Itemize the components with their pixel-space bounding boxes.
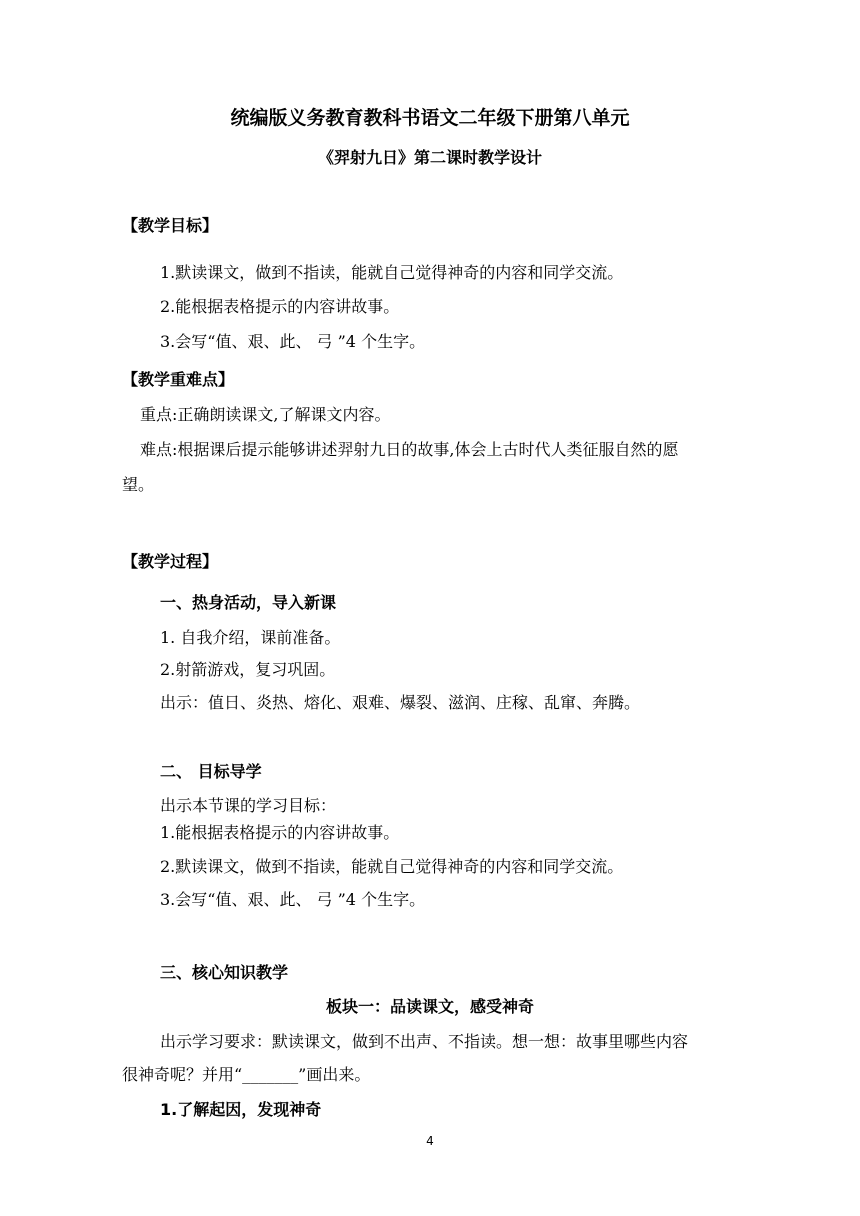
part1-item-1: 1. 自我介绍，课前准备。 [160, 628, 341, 647]
block-title: 板块一：品读课文，感受神奇 [325, 997, 534, 1016]
process-heading: 【教学过程】 [122, 552, 219, 571]
part2-item-3: 3.会写“值、艰、此、 弓 ”4 个生字。 [160, 890, 426, 909]
document-title: 统编版义务教育教科书语文二年级下册第八单元 [230, 107, 630, 129]
key-point-focus: 重点:正确朗读课文,了解课文内容。 [140, 405, 391, 424]
document-subtitle: 《羿射九日》第二课时教学设计 [317, 148, 542, 167]
goal-item-1: 1.默读课文，做到不指读，能就自己觉得神奇的内容和同学交流。 [160, 263, 624, 282]
sub-section-1: 1.了解起因，发现神奇 [160, 1100, 322, 1119]
key-points-heading: 【教学重难点】 [122, 370, 235, 389]
part2-heading: 二、 目标导学 [160, 762, 262, 781]
part3-heading: 三、核心知识教学 [160, 963, 289, 982]
goal-item-2: 2.能根据表格提示的内容讲故事。 [160, 297, 400, 316]
requirement-line-2: 很神奇呢？并用“_______”画出来。 [122, 1065, 371, 1084]
requirement-line-1: 出示学习要求：默读课文，做到不出声、不指读。想一想：故事里哪些内容 [160, 1032, 689, 1051]
part1-heading: 一、热身活动，导入新课 [160, 593, 337, 612]
part2-intro: 出示本节课的学习目标： [160, 796, 337, 815]
part2-item-2: 2.默读课文，做到不指读，能就自己觉得神奇的内容和同学交流。 [160, 857, 624, 876]
page-number: 4 [426, 1134, 434, 1148]
goal-item-3: 3.会写“值、艰、此、 弓 ”4 个生字。 [160, 332, 426, 351]
goals-heading: 【教学目标】 [122, 216, 219, 235]
key-point-difficulty: 难点:根据课后提示能够讲述羿射九日的故事,体会上古时代人类征服自然的愿 [140, 440, 679, 459]
part1-show: 出示：值日、炎热、熔化、艰难、爆裂、滋润、庄稼、乱窜、奔腾。 [160, 693, 641, 712]
part1-item-2: 2.射箭游戏，复习巩固。 [160, 660, 336, 679]
key-point-difficulty-cont: 望。 [122, 475, 155, 494]
part2-item-1: 1.能根据表格提示的内容讲故事。 [160, 823, 400, 842]
